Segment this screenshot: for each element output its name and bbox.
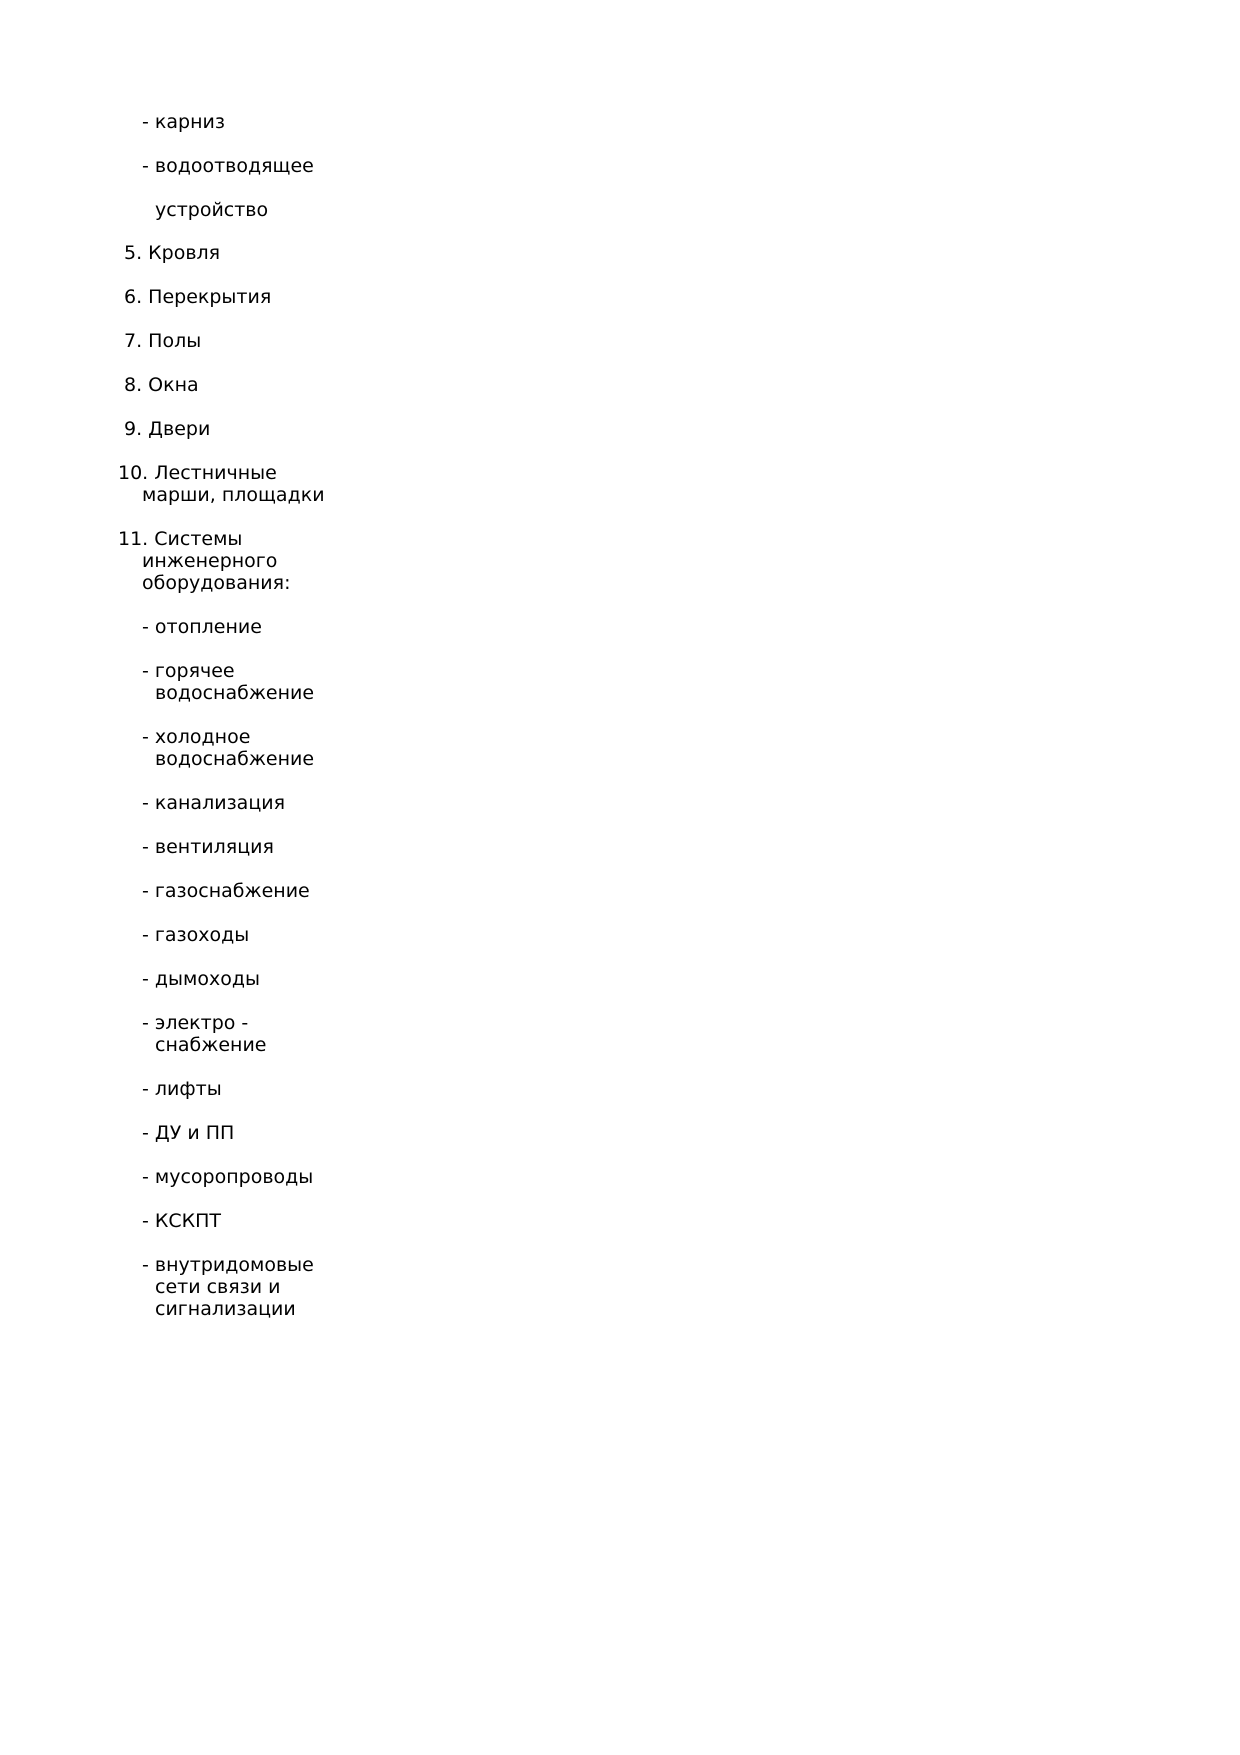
list-item-6: 6. Перекрытия [124, 286, 272, 308]
sub-item-elektro-cont: снабжение [155, 1034, 267, 1056]
sub-item-lifty: - лифты [142, 1078, 222, 1100]
sub-item-hot-water: - горячее [142, 660, 235, 682]
list-item-11-cont-1: инженерного [142, 550, 278, 572]
sub-item-cold-water: - холодное [142, 726, 251, 748]
sub-item-cold-water-cont: водоснабжение [155, 748, 315, 770]
sub-item-du-pp: - ДУ и ПП [142, 1122, 235, 1144]
sub-item-kanalizatsiya: - канализация [142, 792, 286, 814]
sub-item-vnutridomovye-cont-2: сигнализации [155, 1298, 296, 1320]
sub-item-gazokhody: - газоходы [142, 924, 250, 946]
sub-item-hot-water-cont: водоснабжение [155, 682, 315, 704]
list-item-11: 11. Системы [118, 528, 243, 550]
list-item-11-cont-2: оборудования: [142, 572, 291, 594]
list-item-vodootvod-cont: устройство [155, 199, 269, 221]
list-item-vodootvod: - водоотводящее [142, 155, 314, 177]
sub-item-elektro: - электро - [142, 1012, 249, 1034]
list-item-8: 8. Окна [124, 374, 199, 396]
sub-item-kskpt: - КСКПТ [142, 1210, 222, 1232]
sub-item-otoplenie: - отопление [142, 616, 262, 638]
sub-item-ventilyatsiya: - вентиляция [142, 836, 274, 858]
list-item-9: 9. Двери [124, 418, 211, 440]
sub-item-dymokhody: - дымоходы [142, 968, 260, 990]
list-item-5: 5. Кровля [124, 242, 221, 264]
list-item-karniz: - карниз [142, 111, 225, 133]
list-item-10-cont: марши, площадки [142, 484, 325, 506]
sub-item-musoroprovody: - мусоропроводы [142, 1166, 314, 1188]
sub-item-vnutridomovye: - внутридомовые [142, 1254, 314, 1276]
list-item-10: 10. Лестничные [118, 462, 277, 484]
sub-item-vnutridomovye-cont-1: сети связи и [155, 1276, 281, 1298]
list-item-7: 7. Полы [124, 330, 202, 352]
sub-item-gazosnabzhenie: - газоснабжение [142, 880, 310, 902]
